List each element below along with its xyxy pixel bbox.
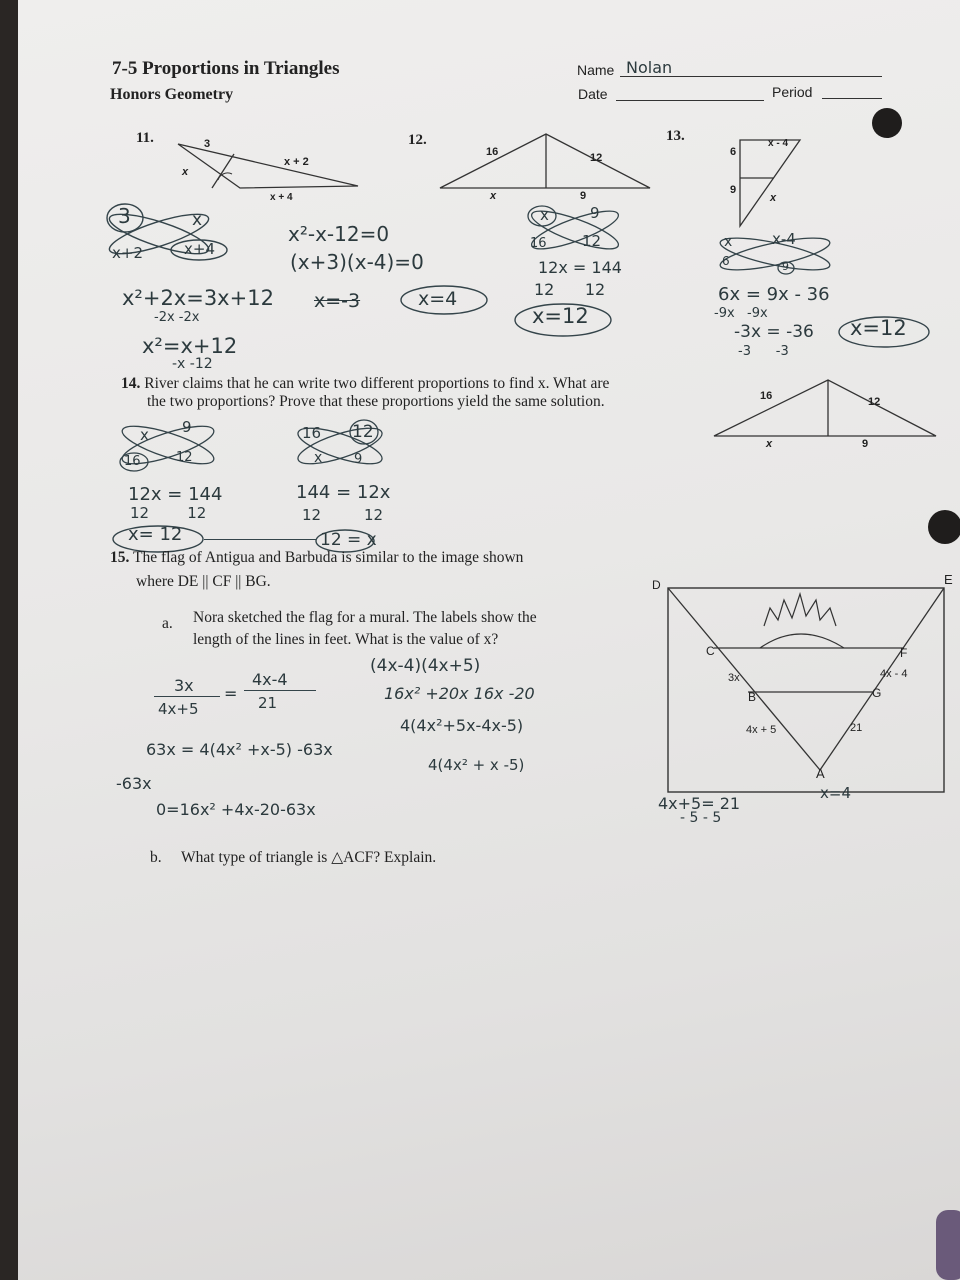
q15b-label: b. xyxy=(150,849,162,866)
q12-label-c: x xyxy=(490,190,497,202)
q14-p2-eq1: 144 = 12x xyxy=(296,482,391,503)
q13-eq3: -3x = -36 xyxy=(734,322,814,342)
q14-connector-line xyxy=(204,539,316,540)
q14-p2-d: 9 xyxy=(354,452,363,467)
name-value: Nolan xyxy=(626,58,673,77)
flag-figure xyxy=(660,580,960,800)
q11-cross-a: 3 xyxy=(118,204,131,228)
q15-work-line3: 4(4x²+5x-4x-5) xyxy=(400,716,524,735)
q13-label-d: x xyxy=(770,192,777,204)
q14-label-d: 9 xyxy=(862,438,869,450)
q15-frac2-den: 21 xyxy=(258,694,278,712)
q11-answer-2: x=4 xyxy=(418,288,458,310)
q14-p1-eq2: 12 12 xyxy=(130,504,207,522)
q15-text-line1 xyxy=(110,548,523,567)
q13-label-a: 6 xyxy=(730,146,737,158)
q15a-prompt-2: length of the lines in feet. What is the value of x? xyxy=(193,631,499,648)
q14-p2-answer: 12 = x xyxy=(320,530,377,550)
q14-prompt-1: River claims that he can write two different proportions to find x. What are xyxy=(144,375,610,392)
flag-point-D: D xyxy=(652,578,661,592)
q15b-prompt: What type of triangle is △ACF? Explain. xyxy=(181,849,437,866)
period-line xyxy=(822,98,882,99)
q14-p1-eq1: 12x = 144 xyxy=(128,484,223,505)
q13-eq4: -3 -3 xyxy=(738,344,789,359)
flag-sun-arc xyxy=(760,634,844,648)
q12-cross-d: 12 xyxy=(582,232,602,250)
q12-label-d: 9 xyxy=(580,190,587,202)
q12-triangle xyxy=(440,134,650,188)
q14-number: 14. xyxy=(121,375,141,392)
q11-number: 11. xyxy=(136,130,154,146)
flag-segment-3x: 3x xyxy=(728,672,740,684)
q12-cross-b: 9 xyxy=(590,204,600,222)
q14-label-a: 16 xyxy=(760,390,773,402)
date-line xyxy=(616,100,764,101)
q11-eq4: -x -12 xyxy=(172,356,213,372)
flag-point-F: F xyxy=(900,646,908,660)
q14-label-c: x xyxy=(766,438,773,450)
q12-label-a: 16 xyxy=(486,146,499,158)
q12-eq2: 12 12 xyxy=(534,280,606,299)
q14-p1-b: 9 xyxy=(182,418,192,436)
q14-p2-b: 12 xyxy=(352,422,374,442)
q15-right-line3: x=4 xyxy=(820,784,851,802)
q11-label-d: x + 4 xyxy=(270,192,293,203)
q14-label-b: 12 xyxy=(868,396,881,408)
q11-triangle xyxy=(178,144,358,188)
flag-sun-rays xyxy=(764,594,836,626)
q13-triangle xyxy=(740,140,800,226)
q13-eq2: -9x -9x xyxy=(714,306,768,321)
q13-cross-d: 9 xyxy=(782,260,789,273)
q15-prompt-1: The flag of Antigua and Barbuda is similar to the image shown xyxy=(132,549,524,566)
q11-eq6: (x+3)(x-4)=0 xyxy=(290,250,424,274)
q11-label-a: 3 xyxy=(204,138,211,150)
q13-label-c: 9 xyxy=(730,184,737,196)
binder-hole-bottom xyxy=(936,1210,960,1280)
q14-p2-c: x xyxy=(314,450,323,466)
q14-p1-d: 12 xyxy=(176,450,193,465)
q15-work-line2: 16x² +20x 16x -20 xyxy=(384,684,535,703)
q11-eq5: x²-x-12=0 xyxy=(288,222,390,246)
q15-frac2-bar xyxy=(244,690,316,691)
q12-eq1: 12x = 144 xyxy=(538,258,622,277)
q11-eq1: x²+2x=3x+12 xyxy=(122,286,274,310)
q14-p2-eq2: 12 12 xyxy=(302,506,384,524)
flag-point-B: B xyxy=(748,690,757,704)
q13-number: 13. xyxy=(666,128,685,144)
q15-frac2-num: 4x-4 xyxy=(252,670,288,689)
q14-p1-a: x xyxy=(140,426,149,444)
date-label: Date xyxy=(578,86,608,102)
flag-segment-4x-plus-5: 4x + 5 xyxy=(746,724,777,736)
q15-right-line1: 4x+5= 21 xyxy=(658,794,741,813)
q15-frac1-den: 4x+5 xyxy=(158,700,199,718)
flag-point-G: G xyxy=(872,686,882,700)
flag-point-E: E xyxy=(944,572,953,587)
q15-work-line4: 63x = 4(4x² +x-5) -63x xyxy=(146,740,333,759)
q14-p1-c: 16 xyxy=(124,454,141,469)
q12-answer: x=12 xyxy=(532,304,589,328)
q14-prompt-2: the two proportions? Prove that these proportions yield the same solution. xyxy=(147,393,605,410)
flag-segment-4x-minus-4: 4x - 4 xyxy=(880,668,908,680)
q15-work-line7: 0=16x² +4x-20-63x xyxy=(156,800,316,819)
flag-segment-21: 21 xyxy=(850,722,863,734)
q11-cross-b: x xyxy=(192,210,203,230)
q11-cross-c: x+2 xyxy=(112,244,143,262)
q13-eq1: 6x = 9x - 36 xyxy=(718,284,830,305)
q15-right-line2: - 5 - 5 xyxy=(680,810,722,826)
binder-hole-top xyxy=(872,108,902,138)
flag-rectangle xyxy=(668,588,944,792)
q15-work-line5: 4(4x² + x -5) xyxy=(428,756,525,774)
q12-cross-c: 16 xyxy=(530,236,547,251)
period-label: Period xyxy=(772,84,813,100)
q15a-label: a. xyxy=(162,615,173,632)
q14-p2-a: 16 xyxy=(302,424,322,442)
q14-text-line1 xyxy=(121,374,609,393)
q11-eq2: -2x -2x xyxy=(154,310,200,325)
q13-label-b: x - 4 xyxy=(768,138,789,149)
q15-work-line1: (4x-4)(4x+5) xyxy=(370,656,481,676)
q11-cross-d: x+4 xyxy=(184,240,215,258)
q13-cross-a: x xyxy=(724,234,733,250)
q12-number: 12. xyxy=(408,132,427,148)
q15a-prompt-1: Nora sketched the flag for a mural. The labels show the xyxy=(193,609,537,626)
flag-point-C: C xyxy=(706,644,715,658)
q12-cross-a: x xyxy=(540,206,549,224)
q15-frac1-bar xyxy=(154,696,220,697)
course-name: Honors Geometry xyxy=(110,86,234,103)
q11-label-b: x + 2 xyxy=(284,156,309,168)
binder-hole-middle xyxy=(928,510,960,544)
flag-side-DA xyxy=(668,588,820,770)
q12-label-b: 12 xyxy=(590,152,603,164)
q14-triangle-figure xyxy=(708,372,944,442)
q13-answer: x=12 xyxy=(850,316,907,340)
q13-cross-c: 6 xyxy=(722,254,730,268)
q15-frac1-num: 3x xyxy=(174,676,194,695)
q14-triangle xyxy=(714,380,936,436)
q12-triangle-figure xyxy=(430,128,660,208)
worksheet-title: 7-5 Proportions in Triangles xyxy=(112,58,340,79)
q15-work-line6: -63x xyxy=(116,774,152,793)
q11-eq3: x²=x+12 xyxy=(142,334,238,358)
q15-prompt-2: where DE || CF || BG. xyxy=(136,573,271,590)
q15-number: 15. xyxy=(110,549,130,566)
q14-p1-answer: x= 12 xyxy=(128,524,183,545)
q13-cross-b: x-4 xyxy=(772,230,796,248)
q11-label-c: x xyxy=(182,166,189,178)
q11-answer-1: x=-3 xyxy=(314,290,361,312)
q15-equals: = xyxy=(224,684,238,703)
flag-point-A: A xyxy=(816,766,825,781)
name-label: Name xyxy=(577,62,615,78)
